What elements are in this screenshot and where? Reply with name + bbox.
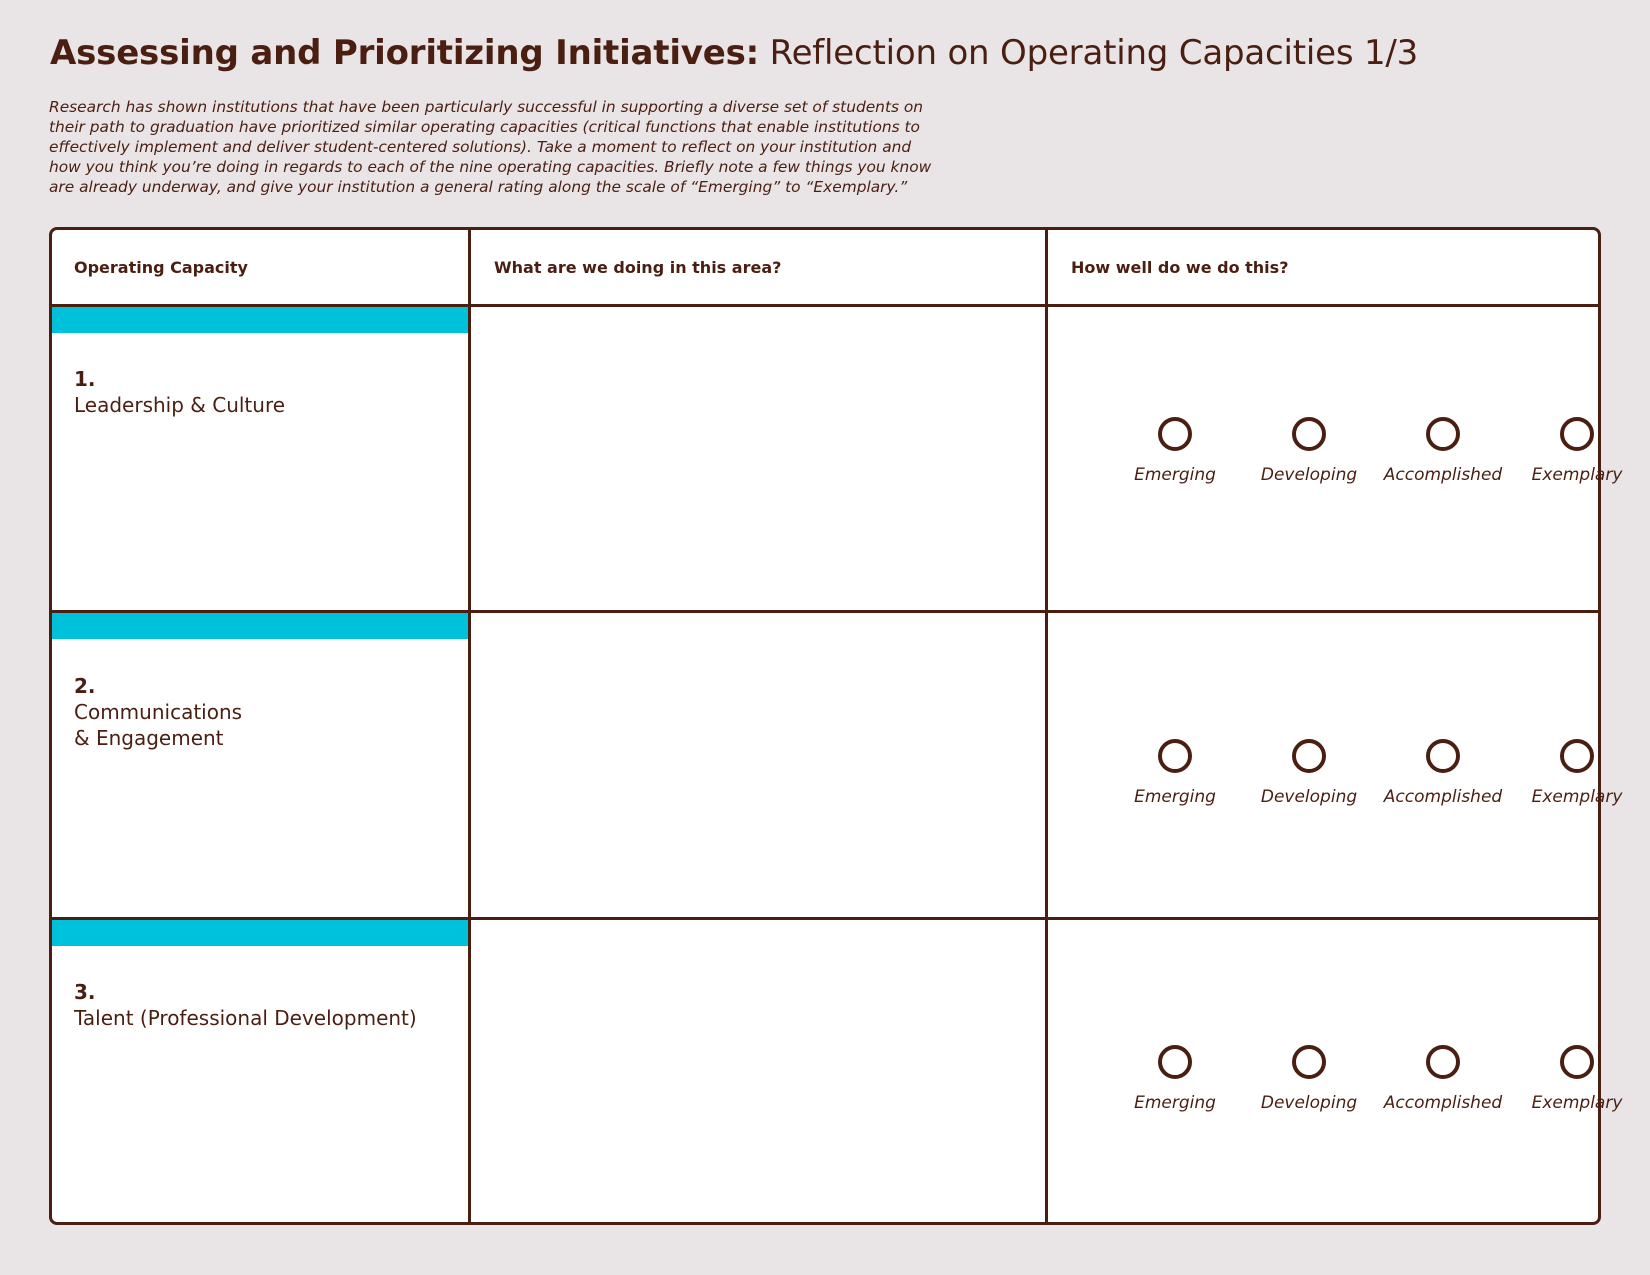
rating-option-exemplary[interactable]	[1512, 1045, 1642, 1113]
capacity-number: 3.	[74, 980, 96, 1004]
intro-line: Research has shown institutions that have been particularly successful in supporting a diverse set of students on	[49, 98, 924, 116]
capacity-accent-band	[52, 920, 468, 946]
rating-label: Accomplished	[1383, 787, 1503, 807]
intro-line: effectively implement and deliver student-centered solutions). Take a moment to reflect on your institution and	[49, 138, 912, 156]
rating-option-developing[interactable]	[1244, 417, 1374, 485]
rating-option-accomplished[interactable]	[1378, 739, 1508, 807]
rating-option-emerging[interactable]	[1110, 1045, 1240, 1113]
radio-button[interactable]	[1158, 739, 1192, 773]
radio-button[interactable]	[1560, 1045, 1594, 1079]
radio-button[interactable]	[1560, 739, 1594, 773]
radio-button[interactable]	[1158, 417, 1192, 451]
notes-cell[interactable]	[471, 920, 1045, 1222]
rating-label: Exemplary	[1531, 787, 1623, 807]
radio-button[interactable]	[1292, 1045, 1326, 1079]
capacity-name	[74, 1005, 454, 1031]
rating-label: Accomplished	[1383, 465, 1503, 485]
capacity-name-line: Talent (Professional Development)	[74, 1006, 417, 1030]
rating-option-developing[interactable]	[1244, 739, 1374, 807]
rating-label: Accomplished	[1383, 1093, 1503, 1113]
header-what-are-we-doing: What are we doing in this area?	[494, 257, 782, 277]
capacity-name-line: Communications	[74, 700, 243, 724]
capacity-accent-band	[52, 307, 468, 333]
rating-option-developing[interactable]	[1244, 1045, 1374, 1113]
radio-button[interactable]	[1426, 417, 1460, 451]
rating-label: Exemplary	[1531, 1093, 1623, 1113]
radio-button[interactable]	[1426, 1045, 1460, 1079]
intro-line: how you think you’re doing in regards to each of the nine operating capacities. Briefly note a few things you know	[49, 158, 932, 176]
notes-cell[interactable]	[471, 307, 1045, 610]
intro-line: their path to graduation have prioritized similar operating capacities (critical functions that enable institutions to	[49, 118, 920, 136]
capacity-name	[74, 392, 454, 418]
intro-line: are already underway, and give your institution a general rating along the scale of “Emerging” to “Exemplary.”	[49, 178, 908, 196]
rating-option-emerging[interactable]	[1110, 739, 1240, 807]
intro-paragraph	[49, 97, 1019, 197]
radio-button[interactable]	[1158, 1045, 1192, 1079]
radio-button[interactable]	[1560, 417, 1594, 451]
rating-label: Developing	[1260, 1093, 1358, 1113]
rating-option-exemplary[interactable]	[1512, 417, 1642, 485]
radio-button[interactable]	[1426, 739, 1460, 773]
rating-label: Developing	[1260, 787, 1358, 807]
header-operating-capacity: Operating Capacity	[74, 257, 248, 277]
assessment-table	[49, 227, 1623, 1225]
column-divider	[1045, 230, 1048, 1222]
rating-option-accomplished[interactable]	[1378, 1045, 1508, 1113]
capacity-accent-band	[52, 613, 468, 639]
radio-button[interactable]	[1292, 417, 1326, 451]
capacity-name	[74, 699, 454, 751]
rating-label: Developing	[1260, 465, 1358, 485]
rating-option-accomplished[interactable]	[1378, 417, 1508, 485]
rating-label: Emerging	[1134, 465, 1216, 485]
header-how-well: How well do we do this?	[1071, 257, 1289, 277]
rating-label: Exemplary	[1531, 465, 1623, 485]
capacity-name-line: & Engagement	[74, 726, 224, 750]
rating-option-exemplary[interactable]	[1512, 739, 1642, 807]
capacity-name-line: Leadership & Culture	[74, 393, 286, 417]
page-title-light: Reflection on Operating Capacities 1/3	[769, 33, 1419, 73]
rating-label: Emerging	[1134, 787, 1216, 807]
rating-option-emerging[interactable]	[1110, 417, 1240, 485]
page-title-bold: Assessing and Prioritizing Initiatives:	[50, 33, 760, 73]
capacity-number: 2.	[74, 674, 96, 698]
capacity-number: 1.	[74, 367, 96, 391]
page-title	[50, 30, 1418, 76]
notes-cell[interactable]	[471, 613, 1045, 917]
radio-button[interactable]	[1292, 739, 1326, 773]
rating-label: Emerging	[1134, 1093, 1216, 1113]
